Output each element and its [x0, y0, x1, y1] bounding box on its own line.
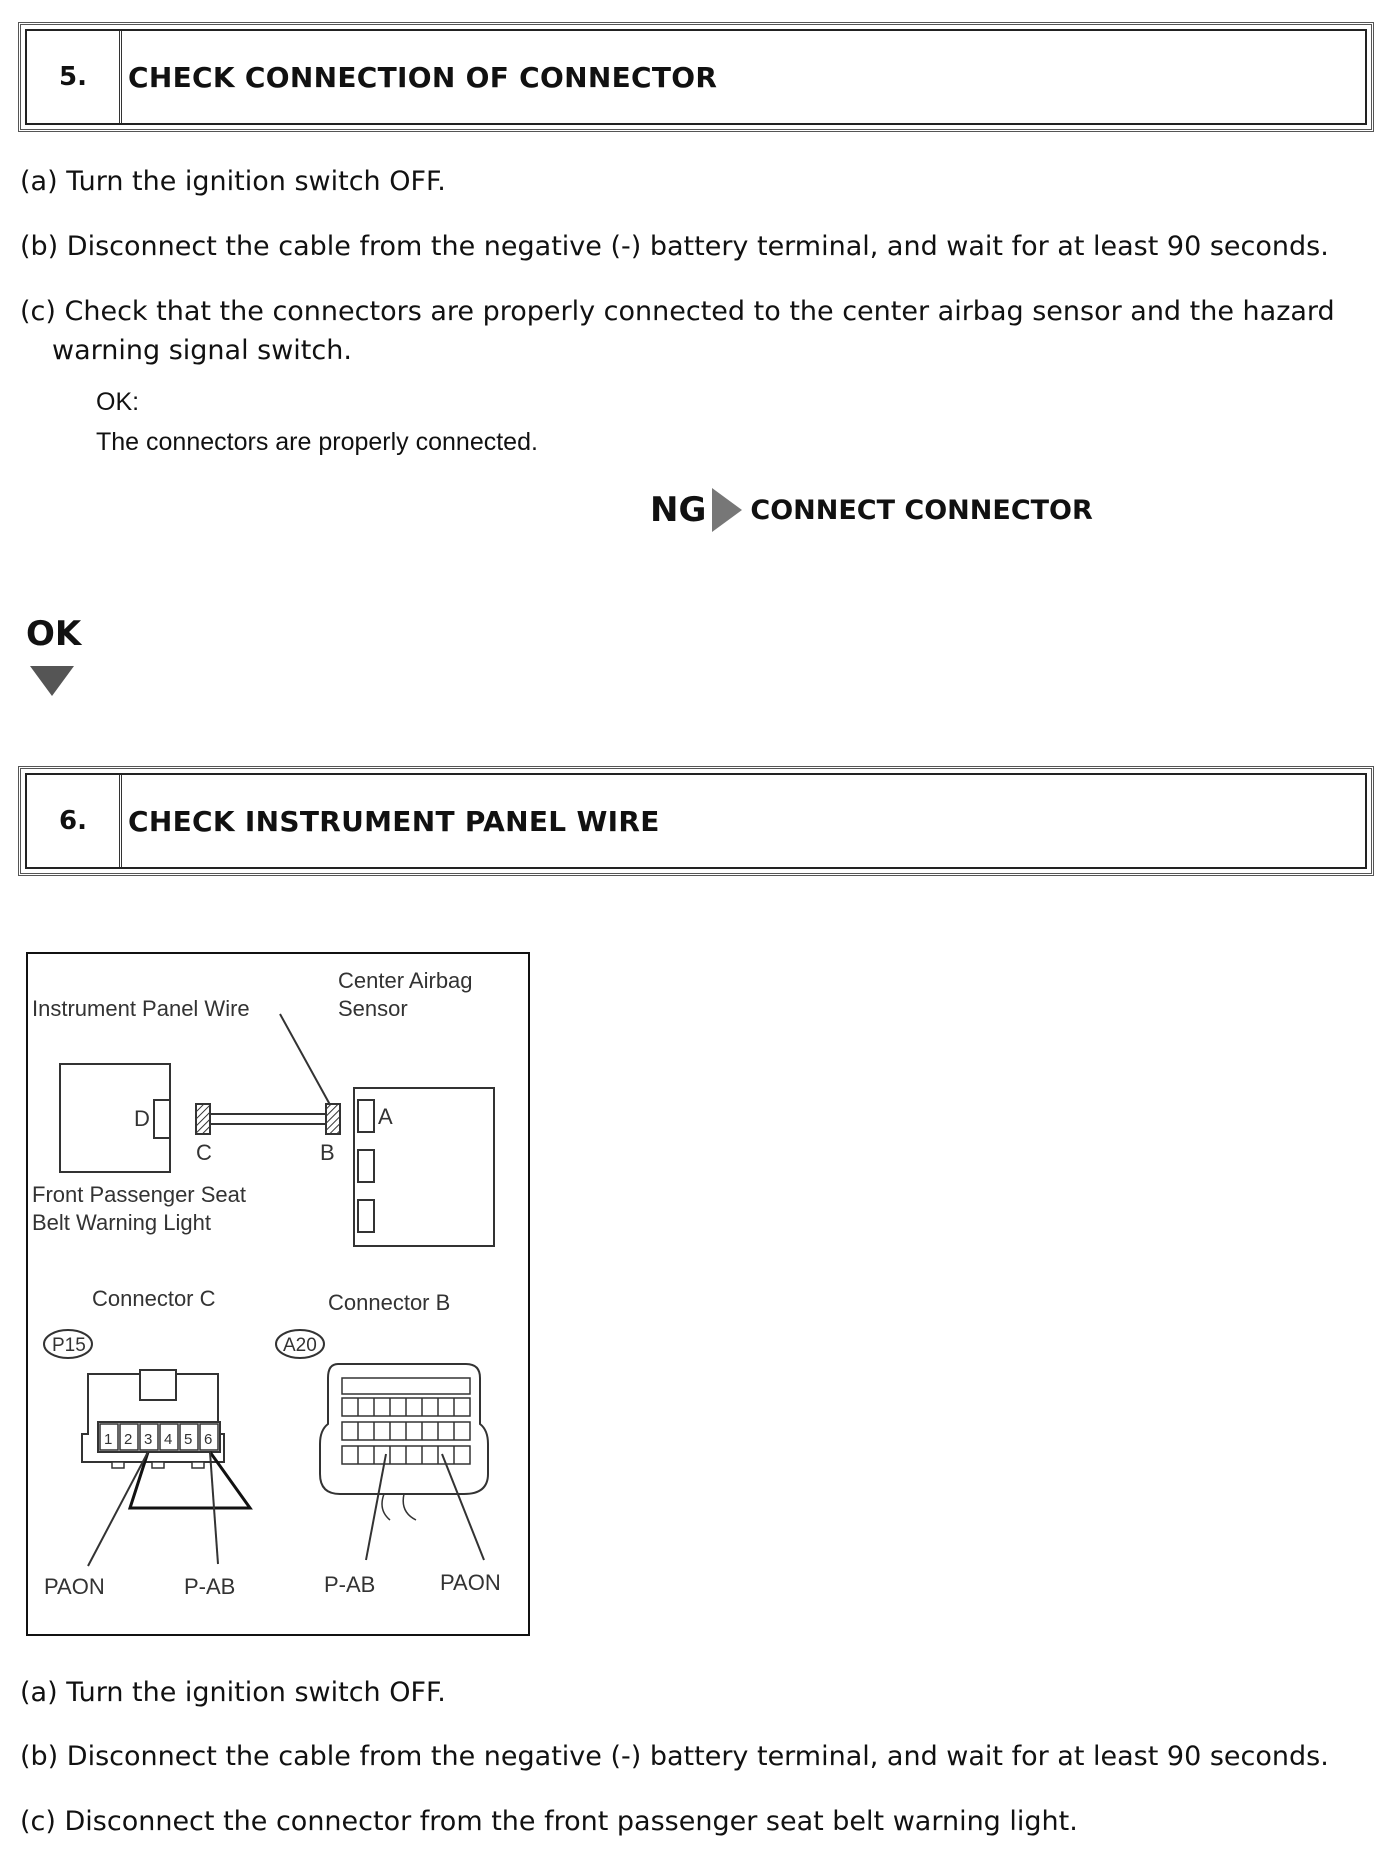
ng-action-link[interactable]: CONNECT CONNECTOR	[750, 494, 1093, 526]
center-airbag-label: Center Airbag	[338, 968, 473, 993]
ok-criteria-label: OK:	[96, 388, 140, 416]
connector-b-plug	[326, 1104, 340, 1134]
wiring-illustration	[28, 954, 532, 1638]
step-5-header	[18, 22, 1374, 132]
pin-4: 4	[164, 1431, 173, 1448]
pin-6: 6	[204, 1431, 213, 1448]
pin-3: 3	[144, 1431, 153, 1448]
ng-branch[interactable]	[650, 488, 1093, 532]
step-number: 5.	[27, 31, 122, 123]
label-a: A	[378, 1104, 393, 1129]
step-5-instruction-b: (b) Disconnect the cable from the negative (-) battery terminal, and wait for at least 90 seconds.	[20, 231, 1329, 262]
pin-label-pab-c: P-AB	[184, 1574, 236, 1599]
step-5-instruction-c-continued: warning signal switch.	[52, 335, 352, 366]
connector-c-plug	[196, 1104, 210, 1134]
step-number: 6.	[27, 775, 122, 867]
step-title: CHECK CONNECTION OF CONNECTOR	[128, 60, 718, 94]
pin-label-pab-b: P-AB	[324, 1572, 376, 1597]
step-6-instruction-a: (a) Turn the ignition switch OFF.	[20, 1677, 446, 1708]
pin-5: 5	[184, 1431, 193, 1448]
right-arrow-icon	[712, 488, 742, 532]
connector-c-label: Connector C	[92, 1286, 216, 1311]
connector-diagram	[26, 952, 530, 1636]
pin-1: 1	[104, 1431, 113, 1448]
ng-label: NG	[650, 490, 707, 530]
instrument-panel-wire-label: Instrument Panel Wire	[32, 996, 250, 1021]
connector-b-label: Connector B	[328, 1290, 451, 1315]
connector-b-face	[320, 1364, 488, 1560]
ok-branch-label: OK	[26, 614, 82, 654]
pin-label-paon-b: PAON	[440, 1570, 501, 1595]
label-d: D	[134, 1106, 150, 1131]
label-b: B	[320, 1140, 335, 1165]
step-6-instruction-b: (b) Disconnect the cable from the negative (-) battery terminal, and wait for at least 90 seconds.	[20, 1741, 1329, 1772]
pin-label-paon-c: PAON	[44, 1574, 105, 1599]
ok-criteria-text: The connectors are properly connected.	[96, 428, 538, 456]
connector-c-face	[82, 1370, 250, 1566]
down-arrow-icon	[30, 666, 74, 696]
step-5-instruction-a: (a) Turn the ignition switch OFF.	[20, 166, 446, 197]
step-title: CHECK INSTRUMENT PANEL WIRE	[128, 804, 660, 838]
front-passenger-label: Front Passenger Seat	[32, 1182, 247, 1207]
step-6-header	[18, 766, 1374, 876]
front-passenger-label-2: Belt Warning Light	[32, 1210, 211, 1235]
step-5-instruction-c: (c) Check that the connectors are properly connected to the center airbag sensor and the hazard	[20, 296, 1335, 327]
pin-2: 2	[124, 1431, 133, 1448]
label-c: C	[196, 1140, 212, 1165]
connector-code-p15-text: P15	[52, 1335, 86, 1356]
instrument-panel-wire	[210, 1114, 326, 1124]
center-airbag-label-2: Sensor	[338, 996, 408, 1021]
step-6-instruction-c: (c) Disconnect the connector from the front passenger seat belt warning light.	[20, 1806, 1078, 1837]
connector-code-a20-text: A20	[283, 1335, 317, 1356]
